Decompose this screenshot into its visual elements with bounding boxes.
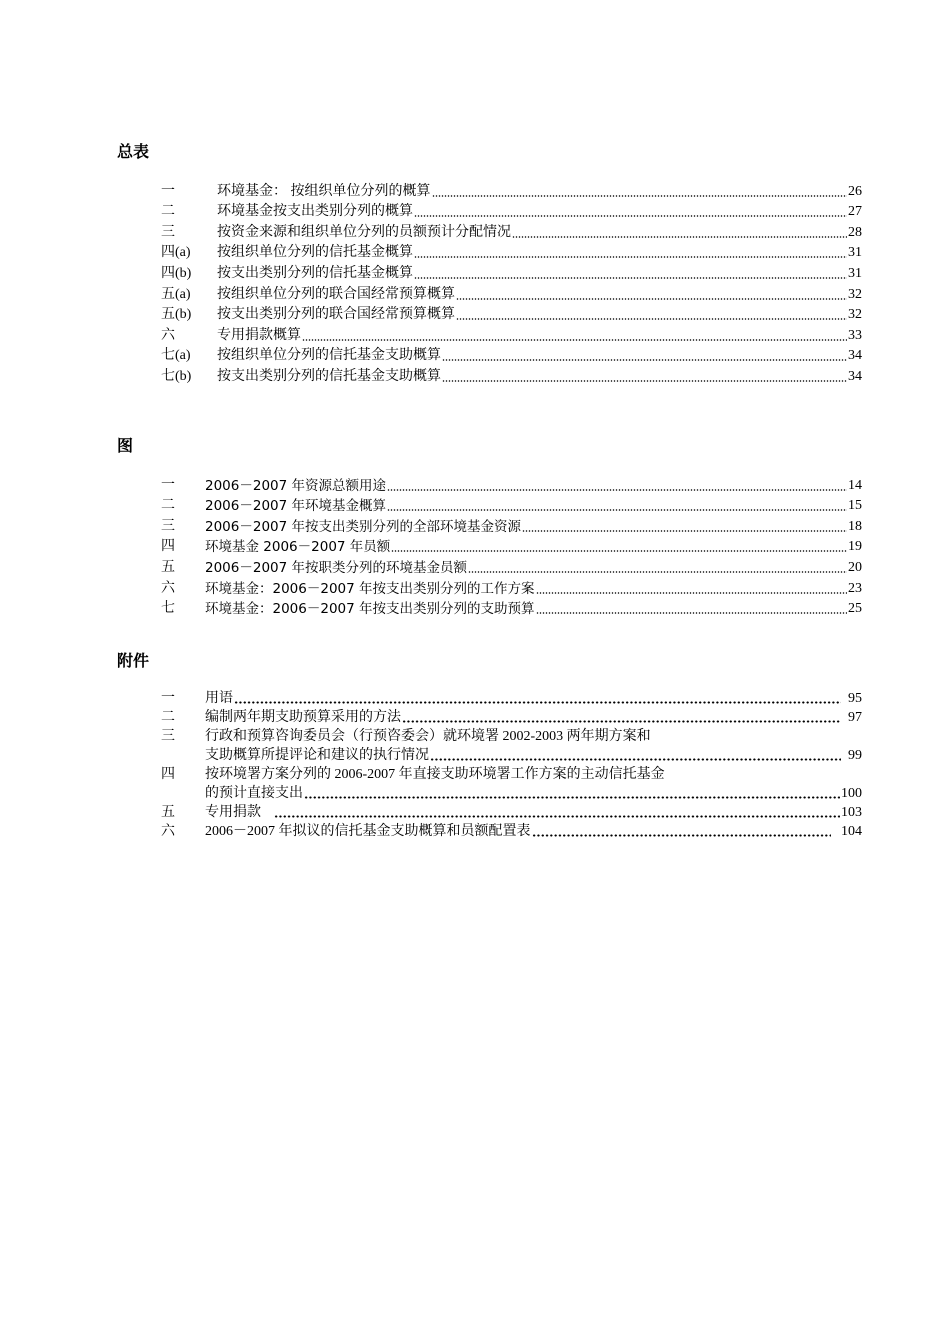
toc-entry-table-5a[interactable]: 五(a) 按组织单位分列的联合国经常预算概算 32 <box>161 286 862 302</box>
dot-leader <box>274 815 840 818</box>
dot-leader <box>432 195 848 197</box>
toc-entry-annex-3[interactable]: 支助概算所提评论和建议的执行情况 99 <box>205 748 862 763</box>
toc-entry-figure-2[interactable]: 二 2006－2007 年环境基金概算 15 <box>161 498 862 515</box>
dot-leader <box>442 380 847 382</box>
toc-entry-figure-5[interactable]: 五 2006－2007 年按职类分列的环境基金员额 20 <box>161 559 862 576</box>
dot-leader <box>536 592 847 594</box>
figures-section <box>117 435 867 625</box>
toc-entry-table-7a[interactable]: 七(a) 按组织单位分列的信托基金支助概算 34 <box>161 348 862 364</box>
dot-leader <box>414 256 847 258</box>
toc-entry-table-6[interactable]: 六 专用捐款概算 33 <box>161 327 862 343</box>
toc-entry-annex-5[interactable]: 五 专用捐款 103 <box>161 805 862 820</box>
toc-entry-annex-4-line1[interactable]: 四 按环境署方案分列的 2006-2007 年直接支助环境署工作方案的主动信托基金 <box>161 767 665 782</box>
toc-entry-annex-4[interactable]: 的预计直接支出 100 <box>205 786 862 801</box>
dot-leader <box>456 298 847 300</box>
figures-heading: 图 <box>117 436 134 455</box>
toc-entry-table-7b[interactable]: 七(b) 按支出类别分列的信托基金支助概算 34 <box>161 368 862 384</box>
dot-leader <box>304 796 840 799</box>
dot-leader <box>234 701 841 704</box>
dot-leader <box>414 215 847 217</box>
toc-entry-figure-3[interactable]: 三 2006－2007 年按支出类别分列的全部环境基金资源 18 <box>161 518 862 535</box>
annexes-section <box>117 650 867 850</box>
dot-leader <box>442 359 847 361</box>
toc-entry-figure-1[interactable]: 一 2006－2007 年资源总额用途 14 <box>161 477 862 494</box>
tables-section <box>117 141 867 401</box>
toc-entry-figure-4[interactable]: 四 环境基金 2006－2007 年员额 19 <box>161 539 862 556</box>
toc-entry-annex-1[interactable]: 一 用语 95 <box>161 691 862 706</box>
dot-leader <box>387 489 847 491</box>
dot-leader <box>536 612 847 614</box>
dot-leader <box>414 277 847 279</box>
dot-leader <box>387 509 847 511</box>
dot-leader <box>402 720 841 723</box>
dot-leader <box>532 834 832 837</box>
tables-heading: 总表 <box>117 142 150 161</box>
toc-entry-table-2[interactable]: 二 环境基金按支出类别分列的概算 27 <box>161 204 862 220</box>
annexes-heading: 附件 <box>117 651 150 670</box>
dot-leader <box>302 339 847 341</box>
dot-leader <box>522 530 847 532</box>
dot-leader <box>430 758 841 761</box>
figures-list <box>161 474 862 618</box>
toc-entry-annex-3-line1[interactable]: 三 行政和预算咨询委员会（行预咨委会）就环境署 2002-2003 两年期方案和 <box>161 729 651 744</box>
toc-entry-table-4b[interactable]: 四(b) 按支出类别分列的信托基金概算 31 <box>161 265 862 281</box>
annexes-list <box>161 689 862 841</box>
toc-entry-figure-6[interactable]: 六 环境基金：2006－2007 年按支出类别分列的工作方案 23 <box>161 580 862 597</box>
toc-entry-figure-7[interactable]: 七 环境基金：2006－2007 年按支出类别分列的支助预算 25 <box>161 601 862 618</box>
dot-leader <box>391 550 847 552</box>
tables-list <box>161 180 862 386</box>
dot-leader <box>456 318 847 320</box>
toc-entry-annex-6[interactable]: 六 2006－2007 年拟议的信托基金支助概算和员额配置表 104 <box>161 824 862 839</box>
toc-entry-table-3[interactable]: 三 按资金来源和组织单位分列的员额预计分配情况 28 <box>161 224 862 240</box>
dot-leader <box>512 236 847 238</box>
toc-entry-table-1[interactable]: 一 环境基金： 按组织单位分列的概算 26 <box>161 183 862 199</box>
toc-entry-annex-2[interactable]: 二 编制两年期支助预算采用的方法 97 <box>161 710 862 725</box>
toc-entry-table-5b[interactable]: 五(b) 按支出类别分列的联合国经常预算概算 32 <box>161 307 862 323</box>
dot-leader <box>468 571 847 573</box>
toc-entry-table-4a[interactable]: 四(a) 按组织单位分列的信托基金概算 31 <box>161 245 862 261</box>
